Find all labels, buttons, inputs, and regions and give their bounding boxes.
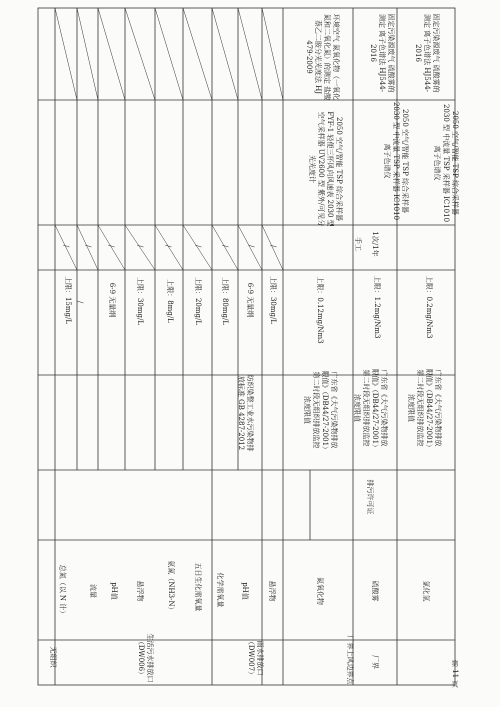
- slash-cell: /: [221, 244, 230, 248]
- freq-once: 1次/1年: [371, 231, 380, 257]
- limit-flow: /: [76, 300, 85, 304]
- method-hcl: 2050 空气/智能 TSP 综合采样器 2030 型 中流量 TSP 采样器 IC1010 离子色谱仪: [433, 103, 460, 223]
- pollutant-bod: 五日生化需氧量: [194, 562, 203, 612]
- page-number: 第 11 页: [451, 660, 459, 688]
- pollutant-cod: 化学需氧量: [216, 572, 225, 608]
- outlet-dw006: 生活污水排放口（DW006）: [137, 633, 154, 683]
- method-h2so4: 2050 空气/智能 TSP 综合采样器 2030 型 中流量 TSP 采样器 IC1010 离子色谱仪: [383, 101, 410, 221]
- slash-cell: /: [107, 244, 116, 248]
- pollutant-hcl: 氯化氢: [422, 580, 431, 602]
- pollutant-nh3: 氨氮（NH3-N）: [167, 560, 176, 614]
- limit-h2so4: 上限：1.2mg/Nm3: [373, 275, 382, 339]
- limit-nh3: 上限：8mg/L: [166, 279, 175, 323]
- pollutant-ph2: pH值: [241, 582, 250, 600]
- pollutant-h2so4: 硫酸雾: [371, 580, 380, 602]
- slash-cell: /: [164, 244, 173, 248]
- standard-guangdong-3: 广东省《大气污染物排放限值》（DB44/27-2001）第二时段无组织排放监控浓度限值: [407, 368, 442, 448]
- slash-cell: /: [247, 244, 256, 248]
- pollutant-flow: 流量: [89, 584, 98, 598]
- pollutant-total-nitrogen: 总氮（以 N 计）: [59, 564, 67, 618]
- limit-bod: 上限：20mg/L: [194, 276, 203, 326]
- method-h2so4-standard: 固定污染源废气 硫酸雾的测定 离子色谱法 HJ544-2016: [369, 13, 396, 93]
- method-hcl-standard: 固定污染源废气 硫酸雾的测定 离子色谱法 HJ544-2016: [414, 13, 441, 93]
- limit-ss: 上限：30mg/L: [136, 276, 145, 326]
- limit-ph: 6-9 无量纲: [108, 282, 117, 318]
- limit-hcl: 上限：0.2mg/Nm3: [425, 275, 434, 339]
- method-nox-standard: 环境空气 氮氧化物（一氧化氮和二氧化氮）的测定 盐酸萘乙二胺分光光度法 HJ 479-2009: [305, 13, 340, 101]
- method-nox: 2050 空气/智能 TSP 综合采样器 FYF-1 轻便三杯风向风速表 2030 型 空气采样器 UV2600 型 紫外/可见分光光度计: [308, 111, 343, 227]
- pollutant-ph: pH值: [110, 582, 119, 600]
- standard-guangdong-1: 广东省《大气污染物排放限值》（DB44/27-2001）第二时段无组织排放监控浓度限值: [303, 370, 338, 450]
- limit-ph2: 6-9 无量纲: [246, 282, 255, 318]
- limit-ss2: 上限：30mg/L: [269, 275, 278, 325]
- permit-label: 排污许可证: [366, 479, 375, 515]
- limit-nox: 上限：0.12mg/Nm3: [316, 276, 325, 344]
- limit-tn: 上限：15mg/L: [64, 275, 73, 325]
- pollutant-nox: 氮氧化物: [316, 577, 325, 605]
- limit-cod: 上限：80mg/L: [221, 276, 230, 326]
- slash-cell: /: [269, 244, 278, 248]
- factory-boundary: 厂界: [371, 655, 380, 669]
- slash-cell: /: [62, 244, 71, 248]
- category-unorganized: 无组织: [49, 646, 58, 668]
- slash-cell: /: [136, 244, 145, 248]
- slash-cell: /: [194, 244, 203, 248]
- slash-cell: /: [84, 244, 93, 248]
- freq-manual: 手工: [354, 237, 363, 251]
- outlet-dw007: 雨水排放口（DW007）: [247, 637, 264, 679]
- standard-textile: 纺织染整工业水污染物排放标准 GB 4287-2012: [237, 374, 254, 452]
- pollutant-ss2: 悬浮物: [268, 580, 277, 602]
- outlet-upwind: 厂界上风边界点: [346, 635, 355, 685]
- standard-guangdong-2: 广东省《大气污染物排放限值》（DB44/27-2001）第二时段无组织排放监控浓度限值: [353, 368, 388, 448]
- pollutant-ss: 悬浮物: [136, 580, 145, 602]
